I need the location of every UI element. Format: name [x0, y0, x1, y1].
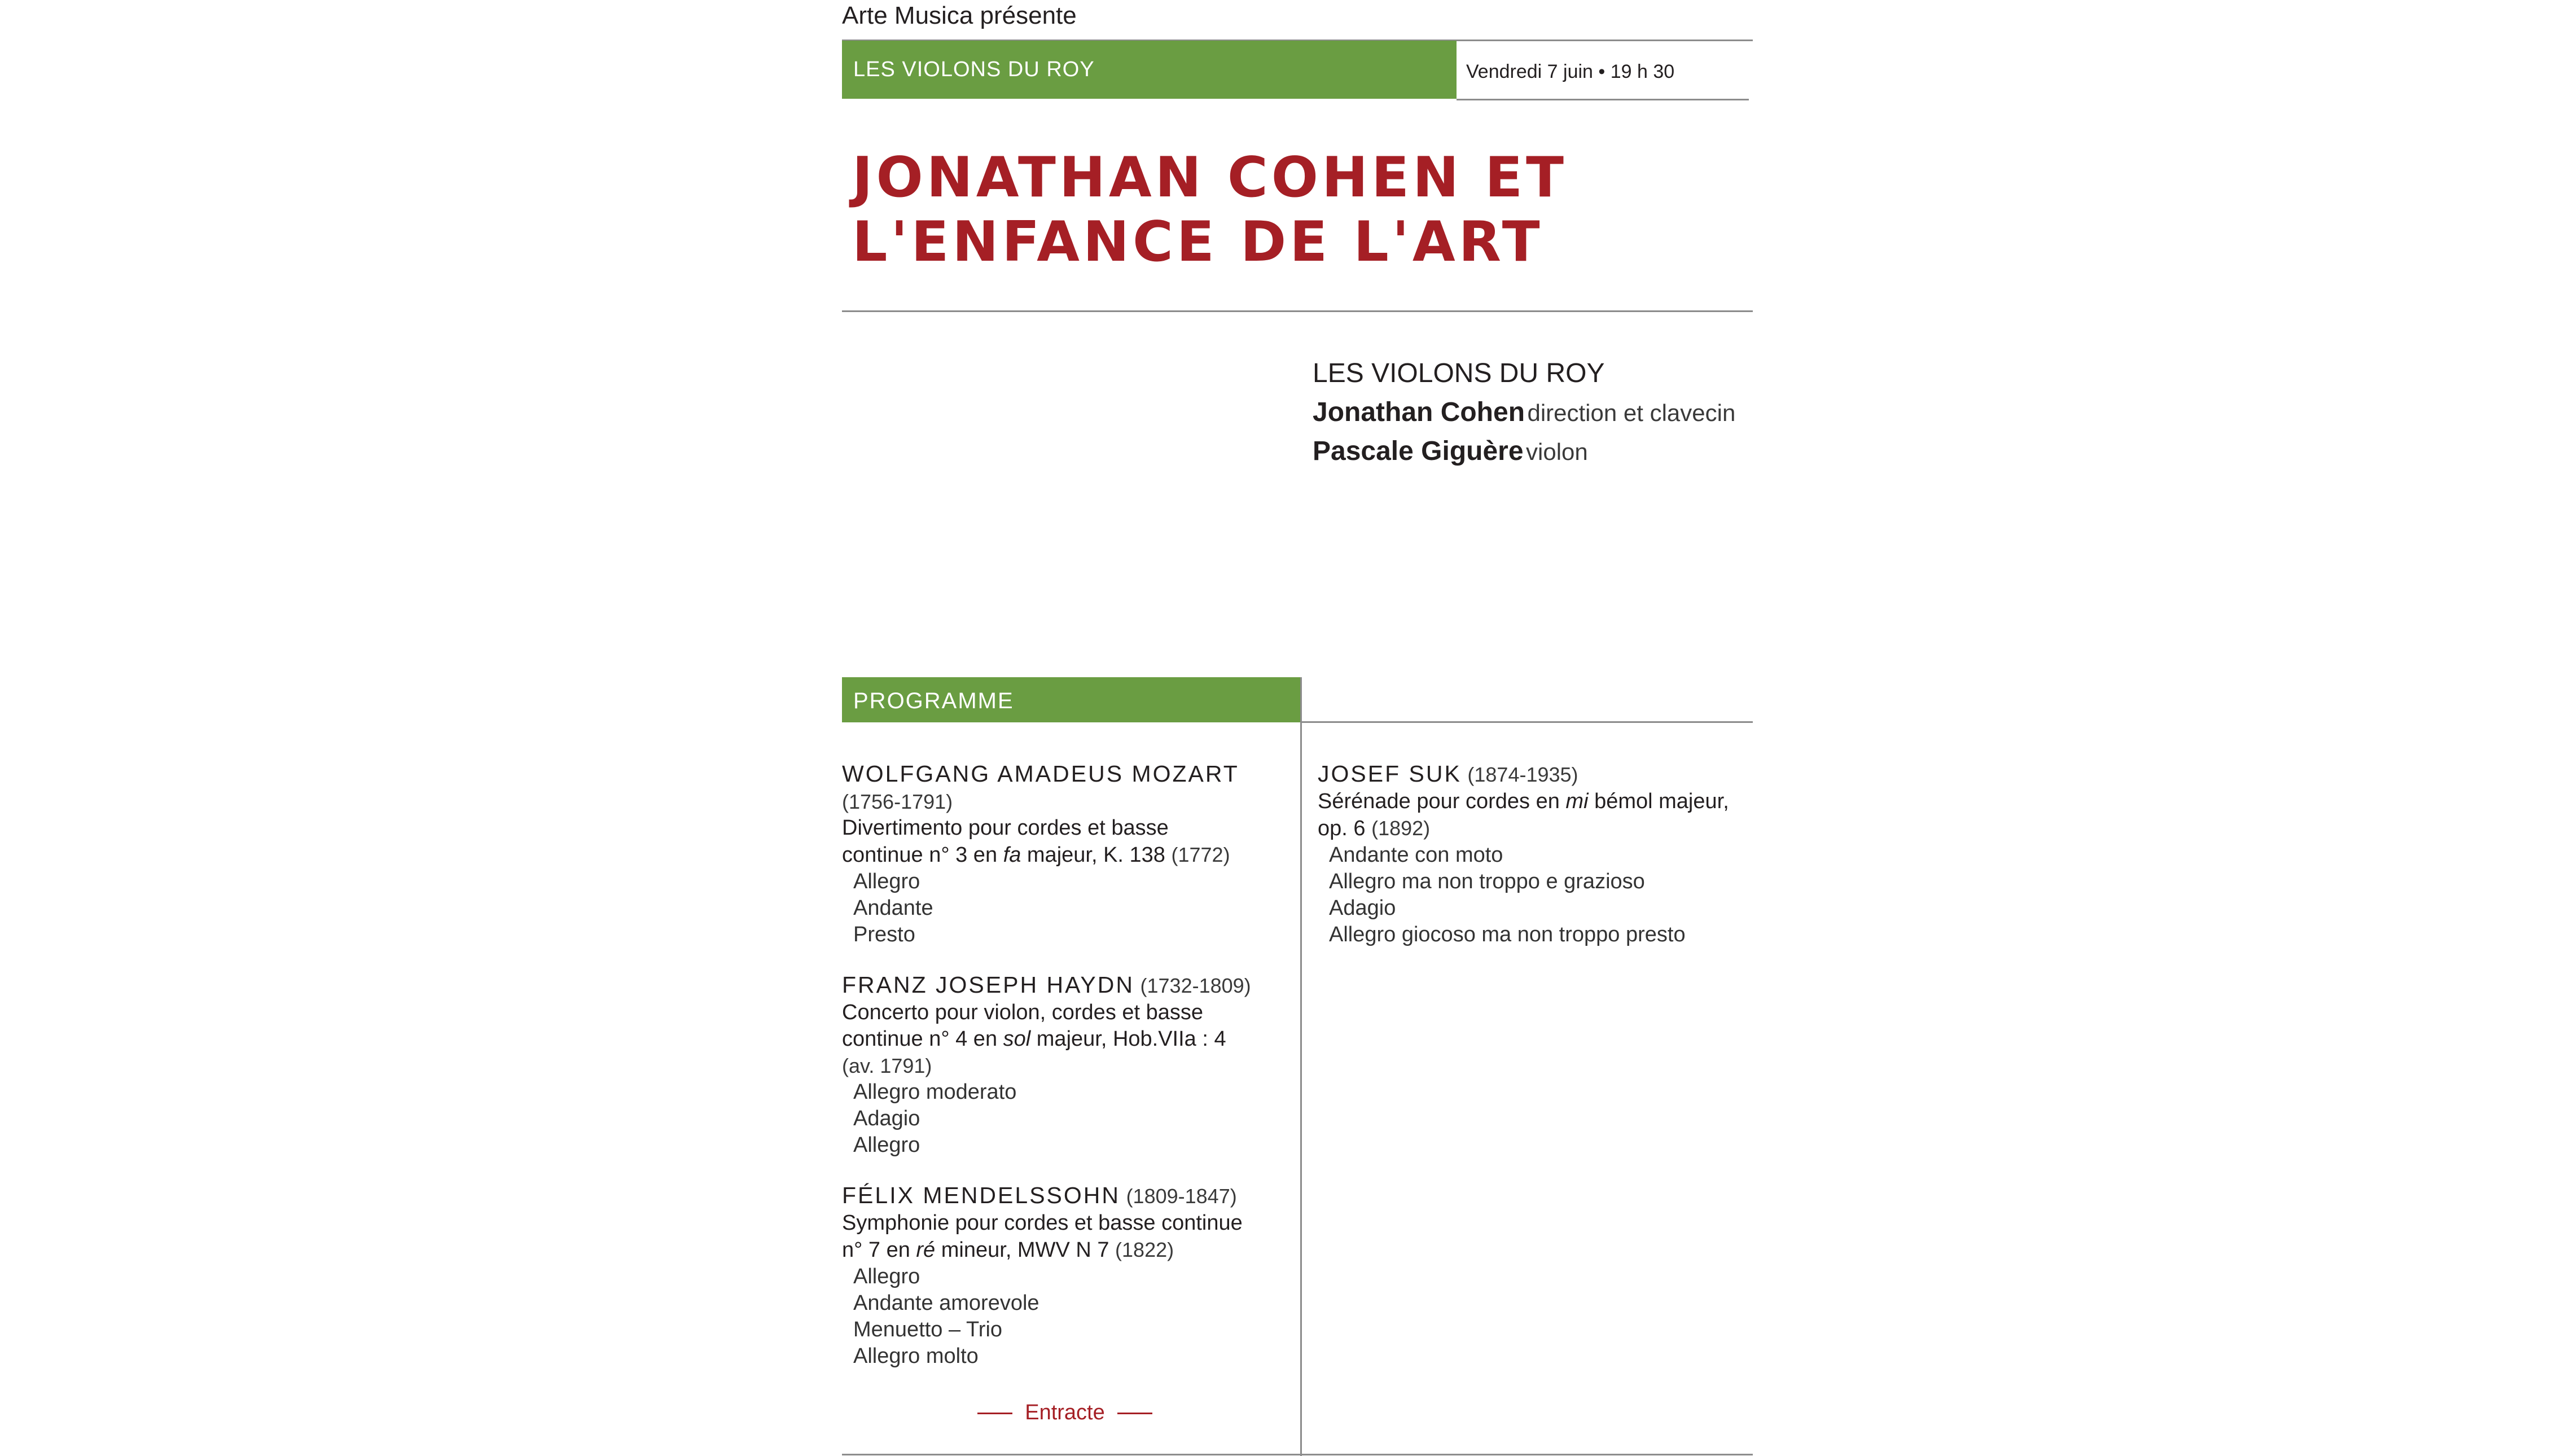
programme-rule — [1301, 721, 1753, 723]
series-banner: LES VIOLONS DU ROY — [842, 41, 1457, 99]
title-line-2: L'ENFANCE DE L'ART — [852, 210, 1543, 274]
movement: Andante — [853, 896, 933, 920]
performer-role: violon — [1526, 438, 1588, 465]
performer-name: Pascale Giguère — [1313, 436, 1524, 466]
work-title-part: op. 6 — [1318, 817, 1372, 840]
work-block-mozart — [842, 761, 1288, 948]
composer-name: JOSEF SUK — [1318, 761, 1462, 787]
intermission-dash-right — [1117, 1413, 1152, 1414]
movement: Allegro ma non troppo e grazioso — [1329, 870, 1645, 893]
presenter-line: Arte Musica présente — [842, 2, 1077, 29]
composer-dates: (1732-1809) — [1140, 974, 1251, 997]
work-title-line — [1318, 788, 1758, 815]
concert-title — [852, 146, 1567, 274]
work-key: ré — [916, 1238, 936, 1262]
performer-role: direction et clavecin — [1527, 400, 1736, 426]
intermission-marker — [842, 1398, 1288, 1427]
movement: Adagio — [1329, 896, 1396, 920]
work-title-part: continue n° 3 en — [842, 843, 1003, 867]
programme-banner: PROGRAMME — [842, 677, 1301, 722]
work-title-line: Symphonie pour cordes et basse continue — [842, 1211, 1243, 1235]
performer-name: Jonathan Cohen — [1313, 397, 1525, 427]
movement: Andante con moto — [1329, 843, 1503, 867]
work-title-part: majeur, Hob.VIIa : 4 — [1030, 1027, 1226, 1051]
movement: Allegro — [853, 1133, 920, 1157]
movement: Menuetto – Trio — [853, 1318, 1003, 1341]
composer-name: FRANZ JOSEPH HAYDN — [842, 972, 1134, 998]
composer-line — [842, 1182, 1288, 1210]
programme-left-column — [842, 761, 1288, 1393]
programme-right-column — [1318, 761, 1758, 972]
performers-block — [1313, 356, 1735, 474]
composer-name: FÉLIX MENDELSSOHN — [842, 1182, 1120, 1208]
work-year: (1822) — [1115, 1238, 1174, 1261]
work-title-line: Divertimento pour cordes et basse — [842, 816, 1169, 840]
movement: Allegro — [853, 1265, 920, 1288]
work-block-mendelssohn — [842, 1182, 1288, 1370]
column-divider — [1300, 677, 1302, 1456]
work-title-part: bémol majeur, — [1588, 790, 1729, 813]
composer-line — [842, 761, 1288, 788]
intermission-dash-left — [977, 1413, 1012, 1414]
composer-name: WOLFGANG AMADEUS MOZART — [842, 761, 1239, 787]
work-key: mi — [1565, 790, 1589, 813]
work-title-part: Sérénade pour cordes en — [1318, 790, 1566, 813]
work-title-part: majeur, K. 138 — [1021, 843, 1172, 867]
movement: Allegro molto — [853, 1344, 979, 1368]
work-title-line — [842, 1026, 1288, 1052]
bottom-rule — [842, 1454, 1753, 1455]
title-rule — [842, 310, 1753, 312]
movement: Allegro — [853, 870, 920, 893]
work-key: sol — [1003, 1027, 1031, 1051]
movement: Andante amorevole — [853, 1291, 1039, 1315]
composer-line — [842, 972, 1288, 999]
movement: Adagio — [853, 1107, 920, 1130]
work-title-line — [842, 1236, 1288, 1264]
work-year: (av. 1791) — [842, 1054, 932, 1077]
work-block-haydn — [842, 972, 1288, 1159]
work-title-part: n° 7 en — [842, 1238, 916, 1262]
work-title-line — [1318, 815, 1758, 842]
composer-line — [1318, 761, 1758, 788]
work-year: (1772) — [1171, 843, 1230, 866]
ensemble-name: LES VIOLONS DU ROY — [1313, 358, 1605, 388]
header-bottom-rule — [1457, 99, 1749, 100]
movement: Allegro moderato — [853, 1080, 1017, 1104]
title-line-1: JONATHAN COHEN ET — [852, 146, 1567, 210]
work-title-part: mineur, MWV N 7 — [935, 1238, 1116, 1262]
movement: Presto — [853, 923, 915, 946]
performer-giguere — [1313, 435, 1735, 474]
work-title-part: continue n° 4 en — [842, 1027, 1003, 1051]
work-title-line: Concerto pour violon, cordes et basse — [842, 1001, 1204, 1024]
composer-dates: (1874-1935) — [1467, 763, 1578, 786]
work-title-line — [842, 841, 1288, 869]
intermission-label: Entracte — [1025, 1401, 1105, 1424]
performer-cohen — [1313, 396, 1735, 435]
composer-dates: (1809-1847) — [1126, 1185, 1237, 1208]
work-key: fa — [1003, 843, 1021, 867]
work-block-suk — [1318, 761, 1758, 948]
concert-date: Vendredi 7 juin • 19 h 30 — [1466, 61, 1675, 82]
movement: Allegro giocoso ma non troppo presto — [1329, 923, 1686, 946]
composer-dates: (1756-1791) — [842, 790, 953, 813]
work-year: (1892) — [1371, 817, 1431, 840]
